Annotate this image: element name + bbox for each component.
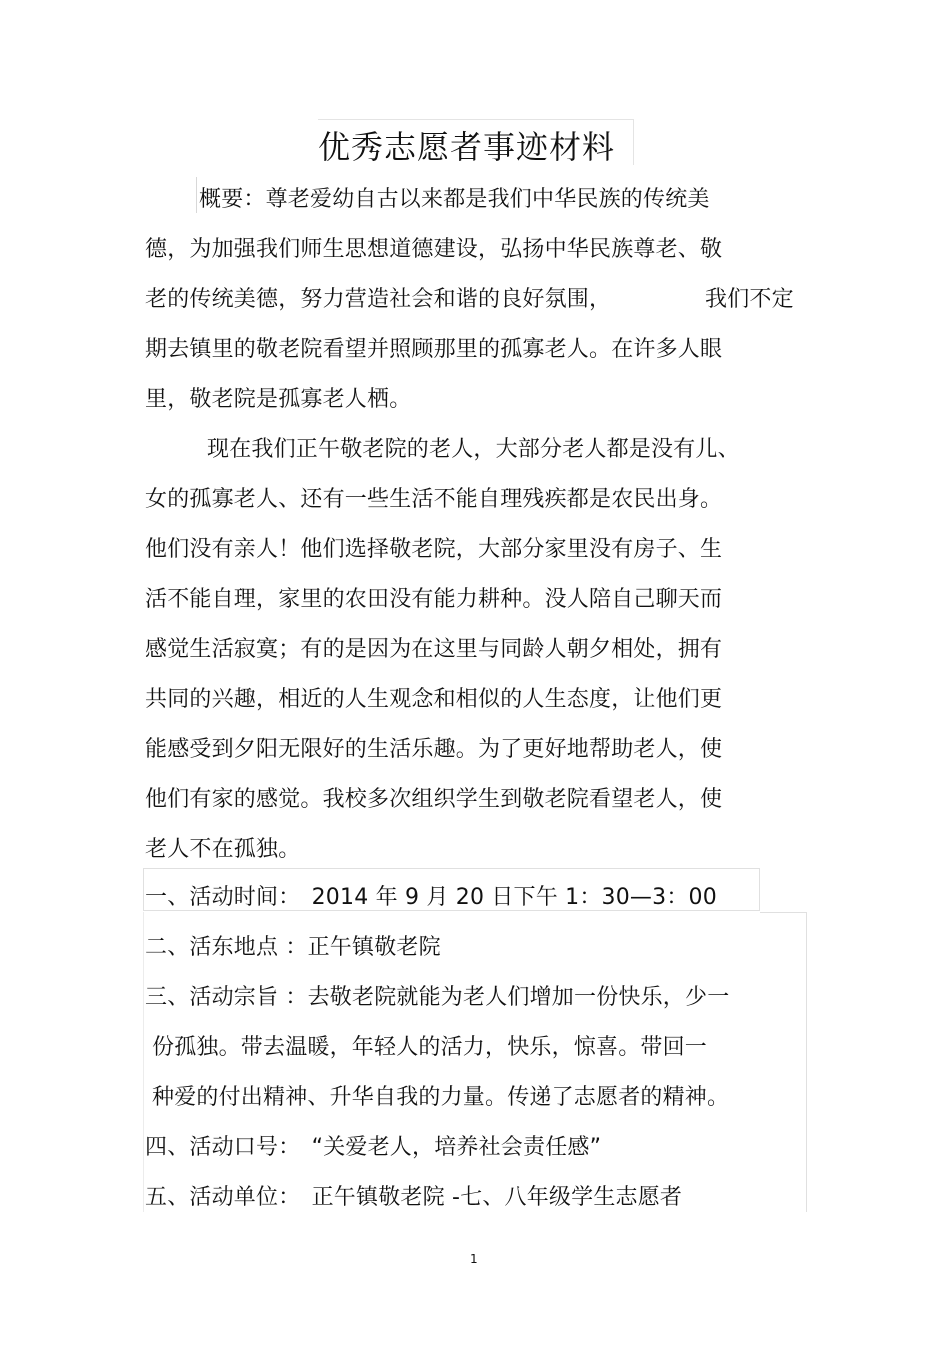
body-line: 共同的兴趣，相近的人生观念和相似的人生态度，让他们更: [145, 687, 723, 712]
body-line: 他们有家的感觉。我校多次组织学生到敬老院看望老人，使: [145, 787, 723, 812]
summary-line: 德，为加强我们师生思想道德建设，弘扬中华民族尊老、敬: [145, 237, 723, 262]
activity-list-frame-left: [143, 912, 144, 1212]
summary-margin-mark: [196, 177, 197, 213]
summary-line: 里，敬老院是孤寡老人栖。: [145, 387, 412, 412]
activity-unit: 五、活动单位： 正午镇敬老院 -七、八年级学生志愿者: [145, 1185, 683, 1210]
document-title: 优秀志愿者事迹材料: [318, 128, 616, 166]
body-line: 能感受到夕阳无限好的生活乐趣。为了更好地帮助老人，使: [145, 737, 723, 762]
activity-purpose-continued: 份孤独。带去温暖，年轻人的活力，快乐，惊喜。带回一: [152, 1035, 708, 1060]
summary-line: 我们不定: [705, 287, 794, 312]
page-number: 1: [470, 1252, 478, 1266]
body-line: 老人不在孤独。: [145, 837, 301, 862]
activity-list-frame-right: [806, 912, 807, 1212]
summary-line: 期去镇里的敬老院看望并照顾那里的孤寡老人。在许多人眼: [145, 337, 723, 362]
title-frame-top: [318, 119, 634, 120]
activity-location: 二、活东地点 ：正午镇敬老院: [145, 935, 441, 960]
activity-purpose: 三、活动宗旨 ：去敬老院就能为老人们增加一份快乐，少一: [145, 985, 730, 1010]
body-line: 女的孤寡老人、还有一些生活不能自理残疾都是农民出身。: [145, 487, 723, 512]
summary-line: 概要：尊老爱幼自古以来都是我们中华民族的传统美: [199, 187, 710, 212]
body-line: 感觉生活寂寞；有的是因为在这里与同龄人朝夕相处，拥有: [145, 637, 723, 662]
body-line: 他们没有亲人！他们选择敬老院，大部分家里没有房子、生: [145, 537, 723, 562]
title-frame-right: [633, 119, 634, 165]
activity-list-frame-top: [760, 912, 807, 913]
activity-purpose-continued: 种爱的付出精神、升华自我的力量。传递了志愿者的精神。: [152, 1085, 730, 1110]
summary-line: 老的传统美德，努力营造社会和谐的良好氛围，: [145, 287, 612, 312]
activity-slogan: 四、活动口号： “关爱老人，培养社会责任感”: [145, 1135, 602, 1160]
activity-time: 一、活动时间： 2014 年 9 月 20 日下午 1：30—3：00: [145, 885, 717, 910]
body-line: 活不能自理，家里的农田没有能力耕种。没人陪自己聊天而: [145, 587, 723, 612]
body-line: 现在我们正午敬老院的老人，大部分老人都是没有儿、: [207, 437, 740, 462]
